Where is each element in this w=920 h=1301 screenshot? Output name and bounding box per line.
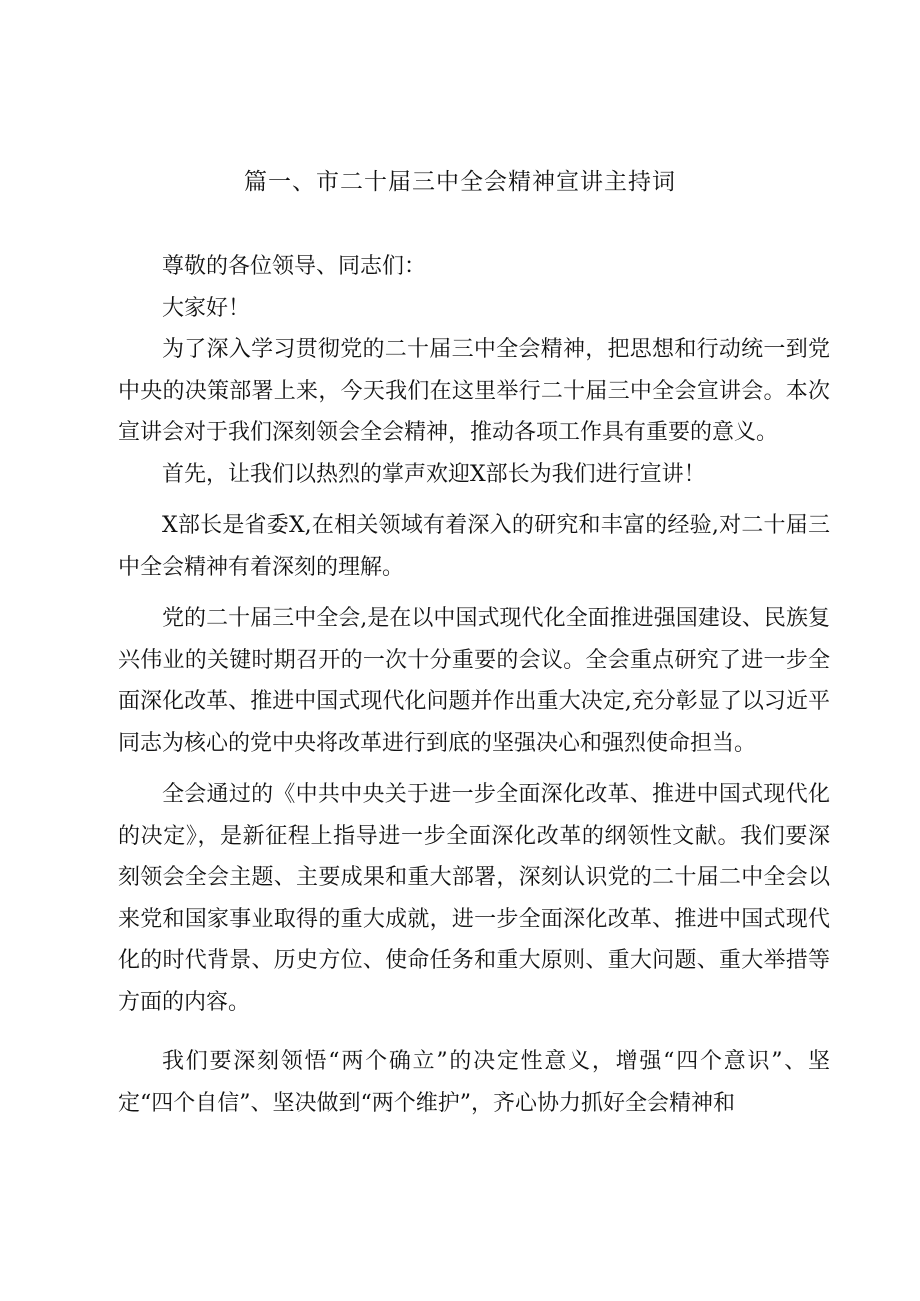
paragraph-plenum-significance: 党的二十届三中全会,是在以中国式现代化全面推进强国建设、民族复兴伟业的关键时期召开的一次十分重要的会议。全会重点研究了进一步全面深化改革、推进中国式现代化问题并作出重大决定,充分彰显了以习近平同志为核心的党中央将改革进行到底的坚强决心和强烈使命担当。 — [118, 606, 830, 756]
greeting: 大家好！ — [162, 295, 251, 321]
document-body — [118, 246, 830, 1124]
salutation: 尊敬的各位领导、同志们： — [162, 254, 427, 279]
document-title: 篇一、市二十届三中全会精神宣讲主持词 — [244, 169, 676, 195]
paragraph-opening: 为了深入学习贯彻党的二十届三中全会精神，把思想和行动统一到党中央的决策部署上来，今天我们在这里举行二十届三中全会宣讲会。本次宣讲会对于我们深刻领会全会精神，推动各项工作具有重要的意义。 — [118, 337, 830, 445]
paragraph-speaker-intro: X部长是省委X,在相关领域有着深入的研究和丰富的经验,对二十届三中全会精神有着深刻的理解。 — [118, 513, 830, 580]
paragraph-decision-document: 全会通过的《中共中央关于进一步全面深化改革、推进中国式现代化的决定》，是新征程上指导进一步全面深化改革的纲领性文献。我们要深刻领会全会主题、主要成果和重大部署，深刻认识党的二十届二中全会以来党和国家事业取得的重大成就，进一步全面深化改革、推进中国式现代化的时代背景、历史方位、使命任务和重大原则、重大问题、重大举措等方面的内容。 — [118, 782, 830, 1015]
paragraph-closing: 我们要深刻领悟“两个确立”的决定性意义，增强“四个意识”、坚定“四个自信”、坚决做到“两个维护”，齐心协力抓好全会精神和 — [118, 1049, 830, 1116]
paragraph-welcome: 首先，让我们以热烈的掌声欢迎X部长为我们进行宣讲！ — [162, 461, 706, 487]
